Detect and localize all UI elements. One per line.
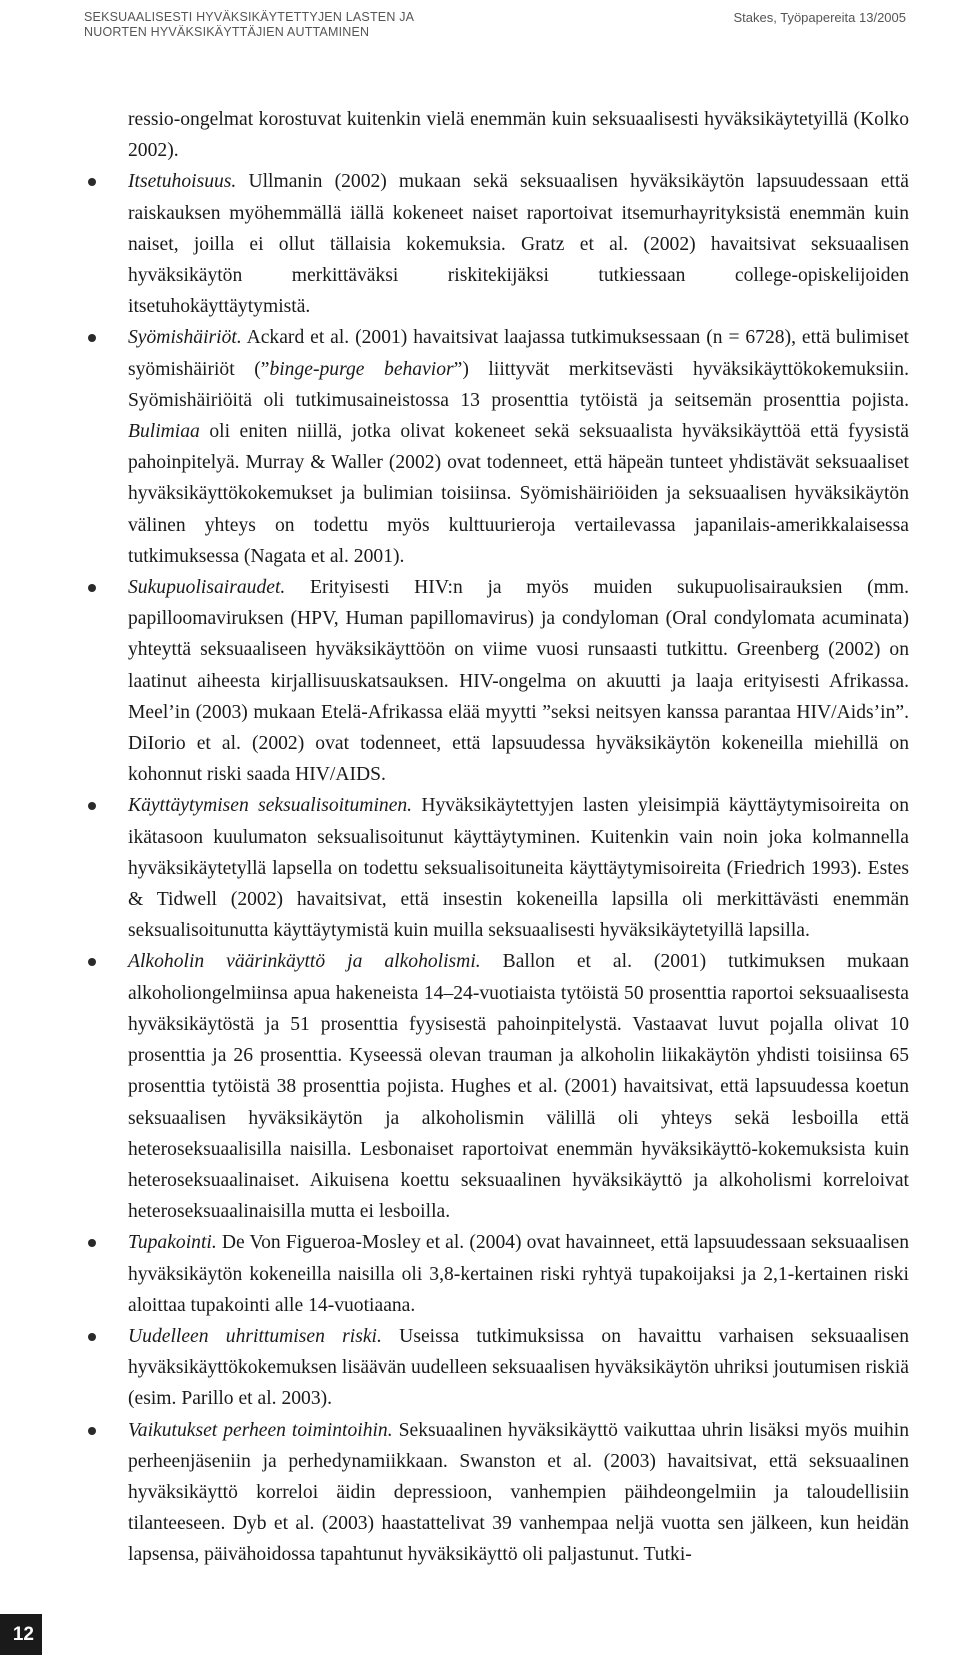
list-item-emphasis: Bulimiaa: [128, 421, 200, 443]
page-number-label: 12: [12, 1624, 34, 1645]
bullet-icon: [88, 178, 96, 186]
intro-paragraph: ressio-ongelmat korostuvat kuitenkin vielä enemmän kuin seksuaalisesti hyväksikäytetyillä (Kolko 2002).: [128, 109, 909, 162]
list-item-alkoholi: [87, 946, 909, 1227]
running-header-line1: SEKSUAALISESTI HYVÄKSIKÄYTETTYJEN LASTEN JA: [84, 10, 415, 24]
list-item-term: Itsetuhoisuus.: [128, 171, 237, 193]
bullet-icon: [88, 334, 96, 342]
bullet-icon: [88, 802, 96, 810]
body-text: [87, 104, 909, 1571]
list-item-emphasis: binge-purge behavior: [269, 358, 454, 380]
bullet-icon: [88, 1333, 96, 1341]
bullet-icon: [88, 584, 96, 592]
list-item-text: Erityisesti HIV:n ja myös muiden sukupuolisairauksien (mm. papilloomaviruksen (HPV, Human papillomavirus) ja condyloman (Oral condylomata acuminata) yhteyttä seksuaaliseen hyväksikäyttöön on viime vuosi runsaasti tutkittu. Greenberg (2002) on laatinut aiheesta kirjallisuuskatsauksen. HIV-ongelma on akuutti ja laaja erityisesti Afrikassa. Meel’in (2003) mukaan Etelä-Afrikassa elää myytti ”seksi neitsyen kanssa parantaa HIV/Aids’in”. DiIorio et al. (2002) ovat todenneet, että lapsuudessa hyväksikäytön kokeneilla miehillä on kohonnut riski saada HIV/AIDS.: [128, 577, 909, 786]
list-item-text: Hyväksikäytettyjen lasten yleisimpiä käyttäytymisoireita on ikätasoon kuulumaton seksualisoitunut käyttäytyminen. Kuitenkin vain noin joka kolmannella hyväksikäytetyllä lapsella on todettu seksualisoituneita käyttäytymisoireita (Friedrich 1993). Estes & Tidwell (2002) havaitsivat, että insestin kokeneilla lapsilla oli merkittävästi enemmän seksualisoitunutta käyttäytymistä kuin muilla seksuaalisesti hyväksikäytetyillä lapsilla.: [128, 795, 909, 942]
list-item-term: Käyttäytymisen seksualisoituminen.: [128, 795, 413, 817]
bullet-icon: [88, 1239, 96, 1247]
list-item-term: Vaikutukset perheen toimintoihin.: [128, 1419, 393, 1441]
list-item-text: Ballon et al. (2001) tutkimuksen mukaan alkoholiongelmiinsa apua hakeneista 14–24-vuotiaista tytöistä 50 prosenttia raportoi seksuaalisesta hyväksikäytöstä ja 51 prosenttia fyysisestä pahoinpitelystä. Vastaavat luvut pojalla olivat 10 prosenttia ja 26 prosenttia. Kyseessä olevan trauman ja alkoholin liikakäytön yhdisti toisiinsa 65 prosenttia tytöistä 38 prosenttia pojista. Hughes et al. (2001) havaitsivat, että lapsuudessa koetun seksuaalisen hyväksikäytön ja alkoholismin välillä oli yhteys sekä lesboilla että heteroseksuaalisilla naisilla. Lesbonaiset raportoivat enemmän hyväksikäyttö-kokemuksista kuin heteroseksuaalinaiset. Aikuisena koettu seksuaalinen hyväksikäyttö ja alkoholismi korreloivat heteroseksuaalinaisilla mutta ei lesboilla.: [128, 951, 909, 1223]
list-item-term: Alkoholin väärinkäyttö ja alkoholismi.: [128, 951, 481, 973]
list-item-term: Sukupuolisairaudet.: [128, 577, 286, 599]
list-item-sukupuolisairaudet: [87, 572, 909, 790]
running-header-publication: Stakes, Työpapereita 13/2005: [733, 10, 906, 25]
list-item-term: Syömishäiriöt.: [128, 327, 242, 349]
running-header-title: [84, 10, 414, 40]
list-item-kayttaytyminen: [87, 790, 909, 946]
bullet-icon: [88, 958, 96, 966]
list-item-text: Useissa tutkimuksissa on havaittu varhaisen seksuaalisen hyväksikäyttökokemuksen lisäävän uudelleen seksuaalisen hyväksikäytön uhriksi joutumisen riskiä (esim. Parillo et al. 2003).: [128, 1325, 909, 1410]
list-item-text: De Von Figueroa-Mosley et al. (2004) ovat havainneet, että lapsuudessaan seksuaalisen hyväksikäytön kokeneilla naisilla oli 3,8-kertainen riski ryhtyä tupakoijaksi ja 2,1-kertainen riski aloittaa tupakointi alle 14-vuotiaana.: [128, 1232, 909, 1316]
list-item-text: ”) liittyvät merkitsevästi hyväksikäyttökokemuksiin. Syömishäiriöitä oli tutkimusaineistossa 13 prosenttia tytöistä ja seitsemän prosenttia pojista.: [128, 358, 909, 411]
list-item-itsetuhoisuus: [87, 166, 909, 322]
list-item-term: Uudelleen uhrittumisen riski.: [128, 1325, 382, 1347]
page-number: [0, 1614, 42, 1655]
list-item-text: Ackard et al. (2001) havaitsivat laajassa tutkimuksessaan (n = 6728), että bulimiset syömishäiriöt (”: [128, 327, 909, 380]
list-item-term: Tupakointi.: [128, 1232, 217, 1254]
list-item-tupakointi: [87, 1227, 909, 1321]
list-item-text: Ullmanin (2002) mukaan sekä seksuaalisen hyväksikäytön lapsuudessaan että raiskauksen myöhemmällä iällä kokeneet naiset raportoivat itsemurhayrityksistä enemmän kuin naiset, joilla ei ollut tällaisia kokemuksia. Gratz et al. (2002) havaitsivat seksuaalisen hyväksikäytön merkittäväksi riskitekijäksi tutkiessaan college-opiskelijoiden itsetuhokäyttäytymistä.: [128, 171, 909, 318]
list-item-syomishairiot: [87, 322, 909, 572]
list-item-text: Seksuaalinen hyväksikäyttö vaikuttaa uhrin lisäksi myös muihin perheenjäseniin ja perhedynamiikkaan. Swanston et al. (2003) havaitsivat, että seksuaalinen hyväksikäyttö korreloi äidin depressioon, vanhempien päihdeongelmiin ja taloudellisiin tilanteeseen. Dyb et al. (2003) haastattelivat 39 vanhempaa neljä vuotta sen jälkeen, kun heidän lapsensa, päivähoidossa tapahtunut hyväksikäyttö oli paljastunut. Tutki-: [128, 1419, 910, 1566]
list-item-text: oli eniten niillä, jotka olivat kokeneet sekä seksuaalista hyväksikäyttöä että fyysistä pahoinpitelyä. Murray & Waller (2002) ovat todenneet, että häpeän tunteet yhdistävät seksuaaliset hyväksikäyttökokemukset ja bulimian toisiinsa. Syömishäiriöiden ja seksuaalisen hyväksikäytön välinen yhteys on todettu myös kulttuurieroja vertailevassa japanilais-amerikkalaisessa tutkimuksessa (Nagata et al. 2001).: [128, 421, 909, 567]
list-item-perhe: [87, 1415, 909, 1571]
running-header-line2: NUORTEN HYVÄKSIKÄYTTÄJIEN AUTTAMINEN: [84, 25, 370, 39]
bullet-icon: [88, 1427, 96, 1435]
list-item-uhrittuminen: [87, 1321, 909, 1415]
